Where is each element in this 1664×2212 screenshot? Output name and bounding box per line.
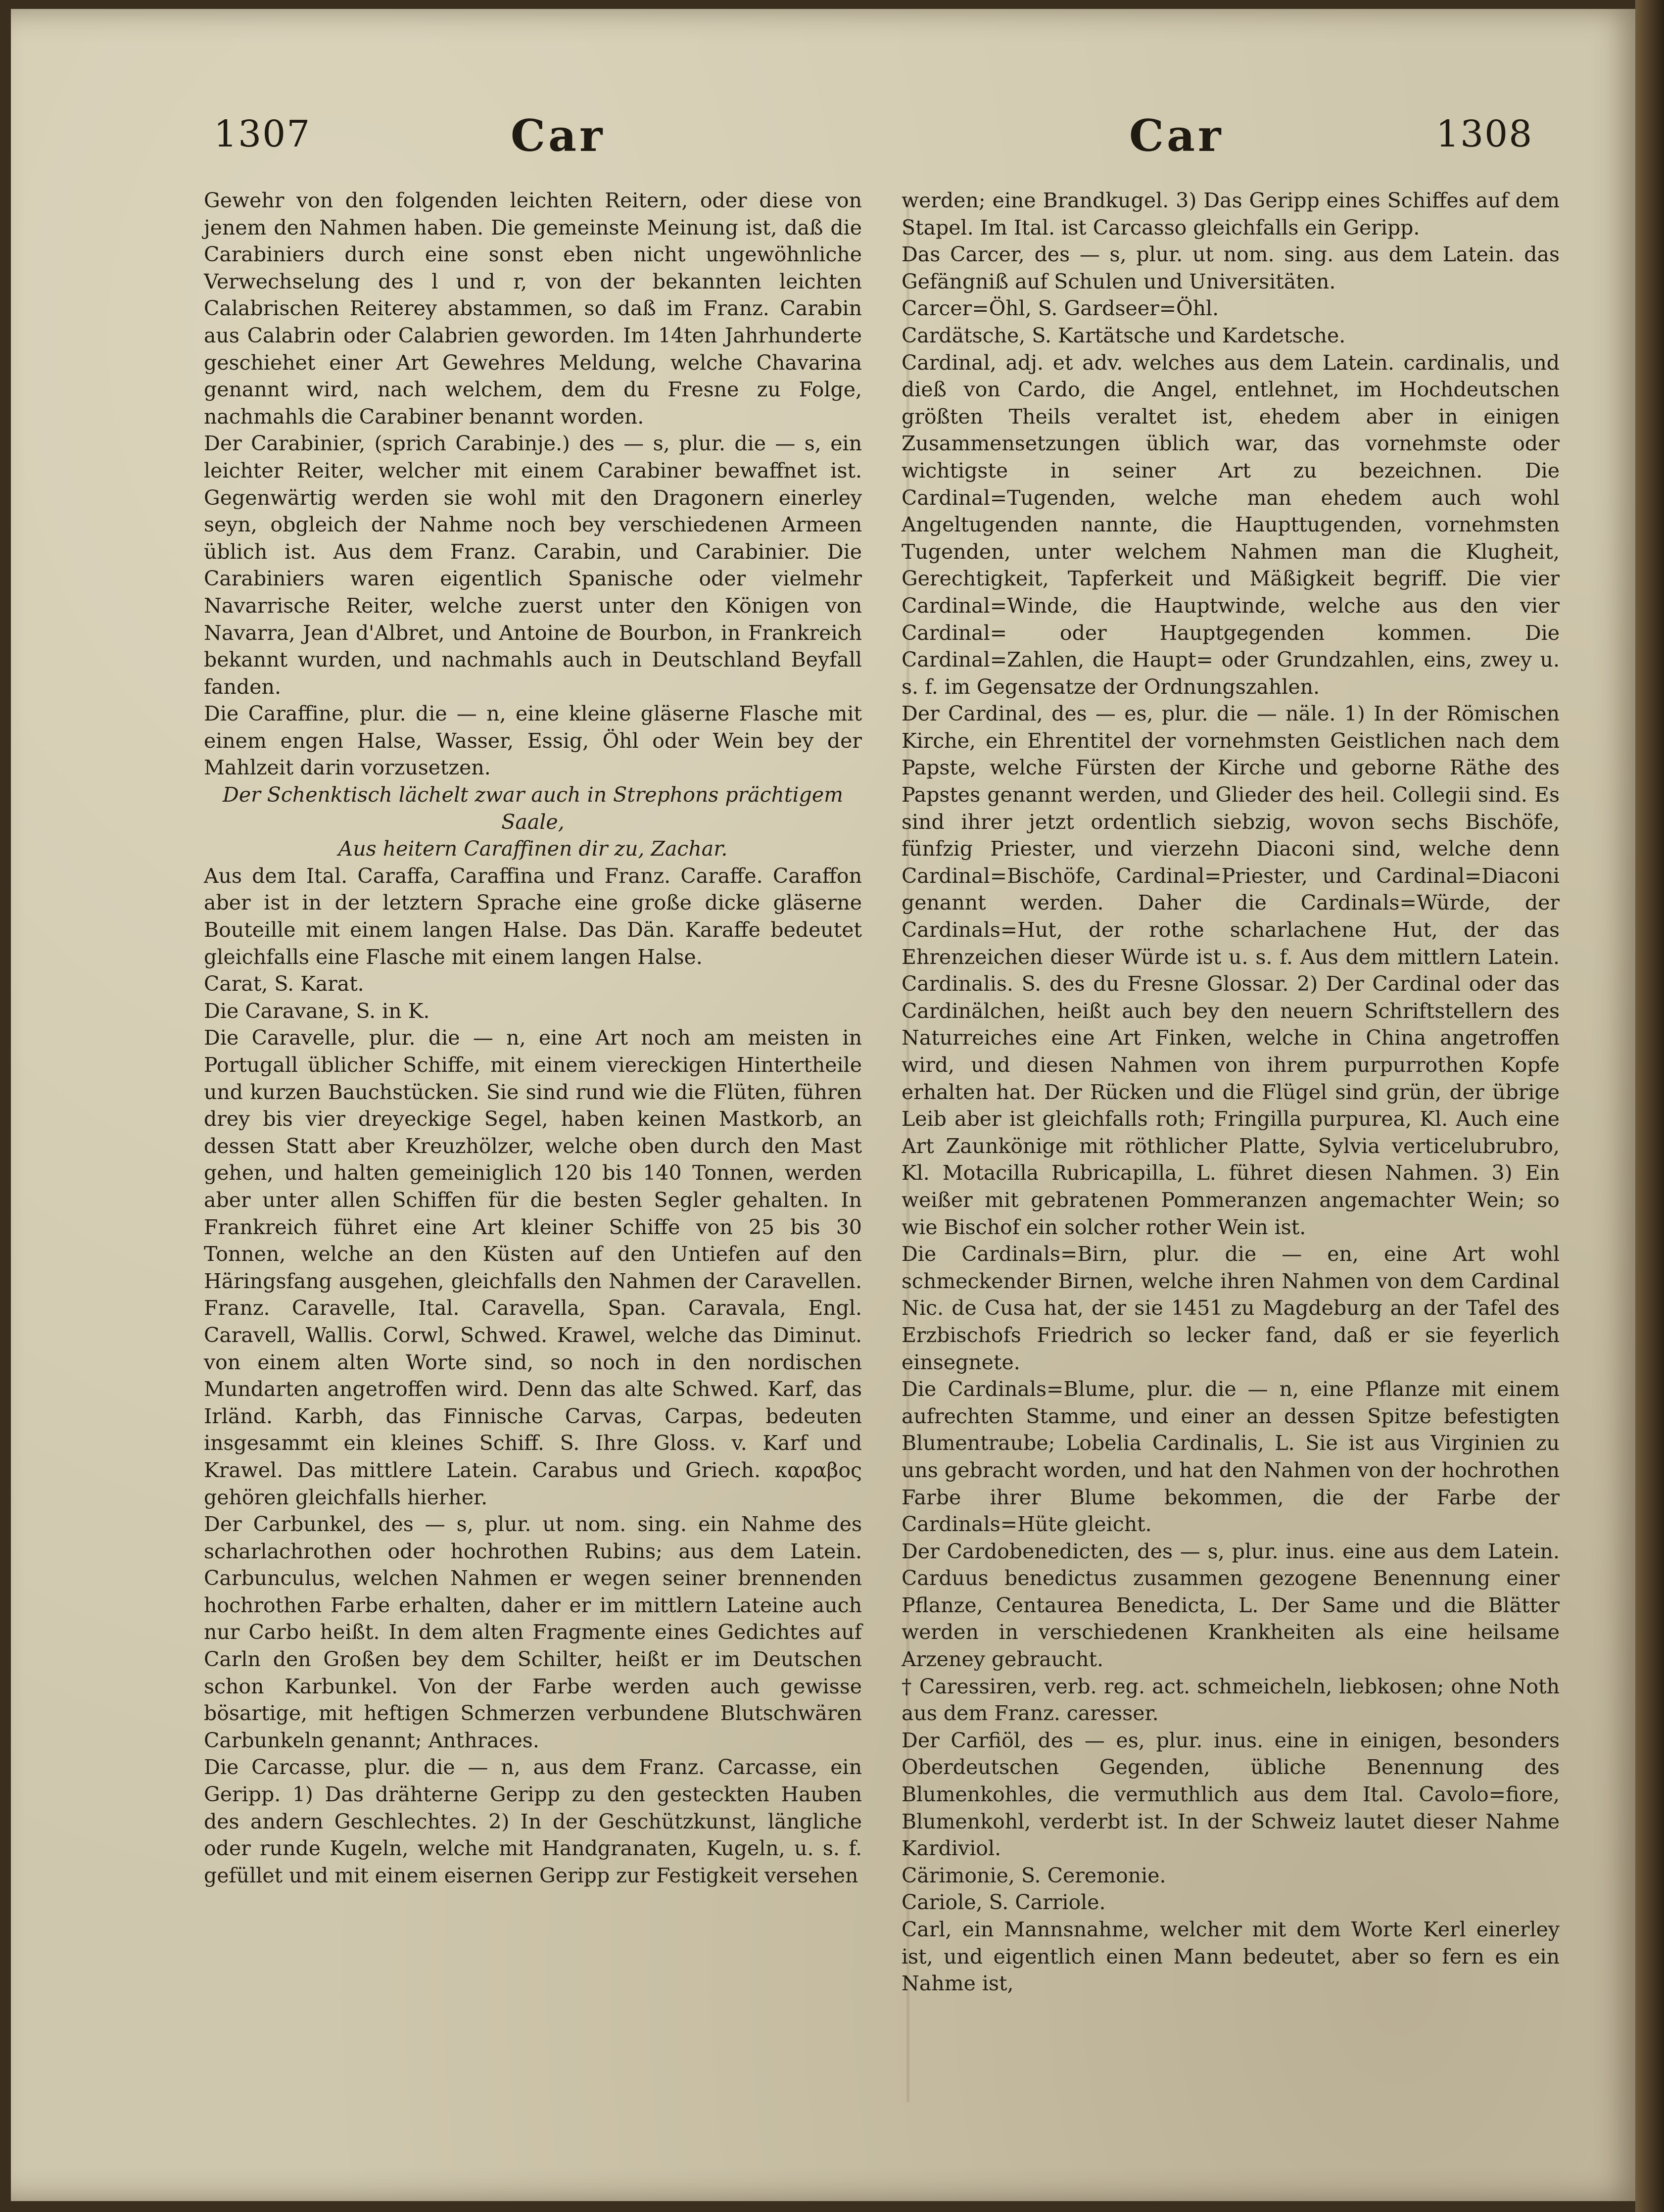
entry-caraffine: Die Caraffine, plur. die — n, eine kleine gläserne Flasche mit einem engen Halse, Wasser, Essig, Öhl oder Wein bey der Mahlzeit darin vorzusetzen. [204,702,862,780]
entry-cardaetsche: Cardätsche, S. Kartätsche und Kardetsche. [902,323,1346,347]
entry-carabinier: Der Carabinier, (sprich Carabinje.) des — s, plur. die — s, ein leichter Reiter, welcher mit einem Carabiner bewaffnet ist. Gegenwärtig werden sie wohl mit den Dragonern einerley seyn, obgleich der Nahme noch bey verschiedenen Armeen üblich ist. Aus dem Franz. Carabin, und Carabinier. Die Carabiniers waren eigentlich Spanische oder vielmehr Navarrische Reiter, welche zuerst unter den Königen von Navarra, Jean d'Albret, und Antoine de Bourbon, in Frankreich bekannt wurden, und nachmahls auch in Deutschland Beyfall fanden. [204,432,862,699]
entry-caravelle: Die Caravelle, plur. die — n, eine Art noch am meisten in Portugall üblicher Schiffe, mit einem viereckigen Hintertheile und kurzen Bauchstücken. Sie sind rund wie die Flüten, führen drey bis vier dreyeckige Segel, haben keinen Mastkorb, an dessen Statt aber Kreuzhölzer, welche oben durch den Mast gehen, und halten gemeiniglich 120 bis 140 Tonnen, werden aber unter allen Schiffen für die besten Segler gehalten. In Frankreich führet eine Art kleiner Schiffe von 25 bis 30 Tonnen, welche an den Küsten auf den Untiefen auf den Häringsfang ausgehen, gleichfalls den Nahmen der Caravellen. Franz. Caravelle, Ital. Caravella, Span. Caravala, Engl. Caravell, Wallis. Corwl, Schwed. Krawel, welche das Diminut. von einem alten Worte sind, so noch in den nordischen Mundarten angetroffen wird. Denn das alte Schwed. Karf, das Irländ. Karbh, das Finnische Carvas, Carpas, bedeuten insgesammt ein kleines Schiff. S. Ihre Gloss. v. Karf und Krawel. Das mittlere Latein. Carabus und Griech. καραβος gehören gleichfalls hierher. [204,1026,862,1509]
entry-caravane: Die Caravane, S. in K. [204,999,430,1023]
entry-cardobenedicten: Der Cardobenedicten, des — s, plur. inus. eine aus dem Latein. Carduus benedictus zusammen gezogene Benennung einer Pflanze, Centaurea Benedicta, L. Der Same und die Blätter werden in verschiedenen Krankheiten als eine heilsame Arzeney gebraucht. [902,1539,1560,1672]
verse-line-1: Der Schenktisch lächelt zwar auch in Strephons prächtigem Saale, [222,783,844,834]
entry-carfioel: Der Carfiöl, des — es, plur. inus. eine in einigen, besonders Oberdeutschen Gegenden, übliche Benennung des Blumenkohles, die vermuthlich aus dem Ital. Cavolo=fiore, Blumenkohl, verderbt ist. In der Schweiz lautet dieser Nahme Kardiviol. [902,1728,1560,1861]
right-running-head: Car [1129,110,1224,161]
entry-carl: Carl, ein Mannsnahme, welcher mit dem Worte Kerl einerley ist, und eigentlich einen Mann bedeutet, aber so fern es ein Nahme ist, [902,1918,1560,1996]
right-column [902,187,1560,1997]
book-page [11,9,1644,2201]
entry-carat: Carat, S. Karat. [204,972,364,996]
left-page-number: 1307 [214,113,311,155]
verse-line-2: Aus heitern Caraffinen dir zu, Zachar. [338,837,728,861]
entry-caerimonie: Cärimonie, S. Ceremonie. [902,1863,1166,1887]
entry-cardinals-birn: Die Cardinals=Birn, plur. die — en, eine Art wohl schmeckender Birnen, welche ihren Nahmen von dem Cardinal Nic. de Cusa hat, der sie 1451 zu Magdeburg an der Tafel des Erzbischofs Friedrich so lecker fand, daß er sie feyerlich einsegnete. [902,1242,1560,1374]
entry-cardinal-adj: Cardinal, adj. et adv. welches aus dem Latein. cardinalis, und dieß von Cardo, die Angel, entlehnet, im Hochdeutschen größten Theils veraltet ist, ehedem aber in einigen Zusammensetzungen üblich war, das vornehmste oder wichtigste in seiner Art zu bezeichnen. Die Cardinal=Tugenden, welche man ehedem auch wohl Angeltugenden nannte, die Haupttugenden, vornehmsten Tugenden, unter welchem Nahmen man die Klugheit, Gerechtigkeit, Tapferkeit und Mäßigkeit begriff. Die vier Cardinal=Winde, die Hauptwinde, welche aus den vier Cardinal= oder Hauptgegenden kommen. Die Cardinal=Zahlen, die Haupt= oder Grundzahlen, eins, zwey u. s. f. im Gegensatze der Ordnungszahlen. [902,350,1560,699]
entry-carcasse-continued: werden; eine Brandkugel. 3) Das Geripp eines Schiffes auf dem Stapel. Im Ital. ist Carcasso gleichfalls ein Geripp. [902,189,1560,240]
book-edge [1635,0,1664,2212]
entry-caraffine-etymology: Aus dem Ital. Caraffa, Caraffina und Franz. Caraffe. Caraffon aber ist in der letztern Sprache eine große dicke gläserne Bouteille mit einem langen Halse. Das Dän. Karaffe bedeutet gleichfalls eine Flasche mit einem langen Halse. [204,864,862,969]
page-header [11,110,1644,172]
entry-carcer: Das Carcer, des — s, plur. ut nom. sing. aus dem Latein. das Gefängniß auf Schulen und Universitäten. [902,242,1560,293]
right-page-number: 1308 [1436,113,1533,155]
entry-carabiner-continued: Gewehr von den folgenden leichten Reitern, oder diese von jenem den Nahmen haben. Die gemeinste Meinung ist, daß die Carabiniers durch eine sonst eben nicht ungewöhnliche Verwechselung des l und r, von der bekannten leichten Calabrischen Reiterey abstammen, so daß im Franz. Carabin aus Calabrin oder Calabrien geworden. Im 14ten Jahrhunderte geschiehet einer Art Gewehres Meldung, welche Chavarina genannt wird, nach welchem, dem du Fresne zu Folge, nachmahls die Carabiner benannt worden. [204,189,862,429]
left-column [204,187,862,1889]
entry-cardinal-noun: Der Cardinal, des — es, plur. die — näle. 1) In der Römischen Kirche, ein Ehrentitel der vornehmsten Geistlichen nach dem Papste, welche Fürsten der Kirche und geborne Räthe des Papstes genannt werden, und Glieder des heil. Collegii sind. Es sind ihrer jetzt ordentlich siebzig, wovon sechs Bischöfe, fünfzig Priester, und vierzehn Diaconi sind, welche denn Cardinal=Bischöfe, Cardinal=Priester, und Cardinal=Diaconi genannt werden. Daher die Cardinals=Würde, der Cardinals=Hut, der rothe scharlachene Hut, der das Ehrenzeichen dieser Würde ist u. s. f. Aus dem mittlern Latein. Cardinalis. S. des du Fresne Glossar. 2) Der Cardinal oder das Cardinälchen, heißt auch bey den neuern Schriftstellern des Naturreiches eine Art Finken, welche in China angetroffen wird, und diesen Nahmen von ihrem purpurrothen Kopfe erhalten hat. Der Rücken und die Flügel sind grün, der übrige Leib aber ist gleichfalls roth; Fringilla purpurea, Kl. Auch eine Art Zaunkönige mit röthlicher Platte, Sylvia verticelubrubro, Kl. Motacilla Rubricapilla, L. führet diesen Nahmen. 3) Ein weißer mit gebratenen Pommeranzen angemachter Wein; so wie Bischof ein solcher rother Wein ist. [902,702,1560,1239]
entry-carcasse: Die Carcasse, plur. die — n, aus dem Franz. Carcasse, ein Geripp. 1) Das drähterne Geripp zu den gesteckten Hauben des andern Geschlechtes. 2) In der Geschützkunst, längliche oder runde Kugeln, welche mit Handgranaten, Kugeln, u. s. f. gefüllet und mit einem eisernen Geripp zur Festigkeit versehen [204,1755,862,1887]
entry-caressiren: † Caressiren, verb. reg. act. schmeicheln, liebkosen; ohne Noth aus dem Franz. caresser. [902,1674,1560,1726]
entry-cardinals-blume: Die Cardinals=Blume, plur. die — n, eine Pflanze mit einem aufrechten Stamme, und einer an dessen Spitze befestigten Blumentraube; Lobelia Cardinalis, L. Sie ist aus Virginien zu uns gebracht worden, und hat den Nahmen von der hochrothen Farbe ihrer Blume bekommen, die der Farbe der Cardinals=Hüte gleicht. [902,1377,1560,1537]
left-running-head: Car [511,110,606,161]
entry-carbunkel: Der Carbunkel, des — s, plur. ut nom. sing. ein Nahme des scharlachrothen oder hochrothen Rubins; aus dem Latein. Carbunculus, welchen Nahmen er wegen seiner brennenden hochrothen Farbe erhalten, daher er im mittlern Lateine auch nur Carbo heißt. In dem alten Fragmente eines Gedichtes auf Carln den Großen bey dem Schilter, heißt er im Deutschen schon Karbunkel. Von der Farbe werden auch gewisse bösartige, mit heftigen Schmerzen verbundene Blutschwären Carbunkeln genannt; Anthraces. [204,1512,862,1752]
entry-cariole: Cariole, S. Carriole. [902,1890,1106,1915]
entry-carcer-oehl: Carcer=Öhl, S. Gardseer=Öhl. [902,296,1219,321]
